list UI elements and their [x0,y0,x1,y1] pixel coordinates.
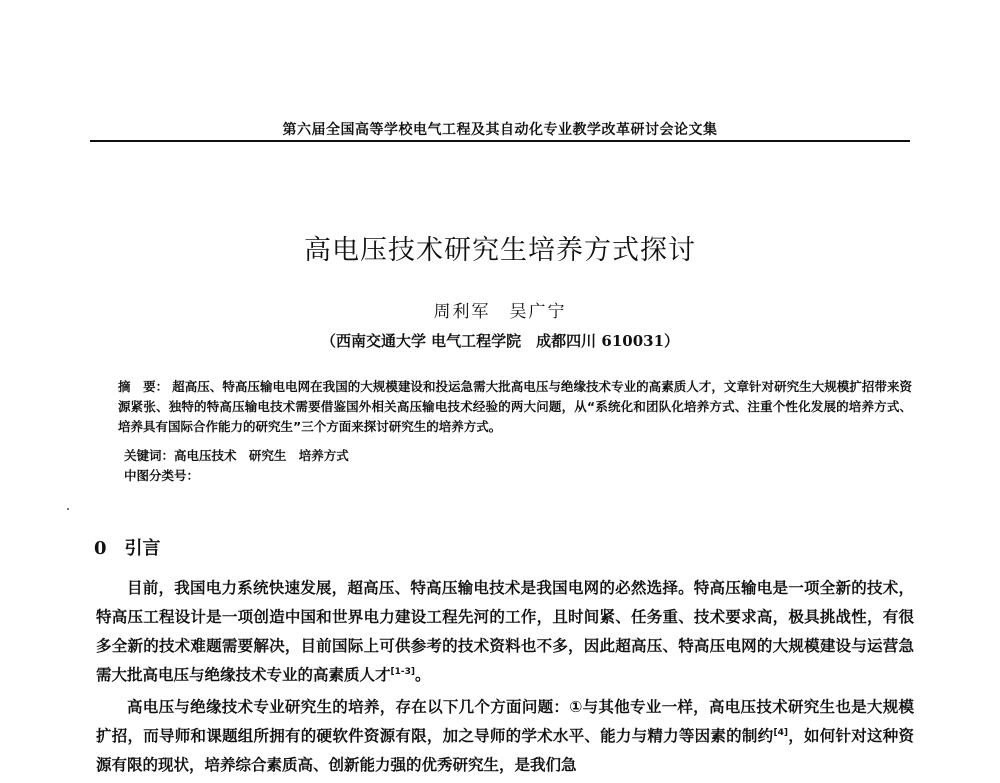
paper-authors: 周利军 吴广宁 [433,302,567,322]
paragraph-1-end: 。 [415,666,431,684]
paragraph-1 [96,574,914,690]
abstract-label: 摘 要： [118,379,169,394]
paragraph-2 [96,693,914,780]
body-text [96,574,914,783]
keywords-label: 关键词： [124,448,175,463]
abstract-text: 超高压、特高压输电电网在我国的大规模建设和投运急需大批高电压与绝缘技术专业的高素质人才，文章针对研究生大规模扩招带来资源紧张、独特的特高压输电技术需要借鉴国外相关高压输电技术经验的两大问题，从“系统化和团队化培养方式、注重个性化发展的培养方式、培养具有国际合作能力的研究生”三个方面来探讨研究生的培养方式。 [118,379,912,434]
paragraph-2-text-a: 高电压与绝缘技术专业研究生的培养，存在以下几个方面问题：①与其他专业一样，高电压技术研究生也是大规模扩招，而导师和课题组所拥有的硬软件资源有限，加之导师的学术水平、能力与精力等因素的制约 [96,698,914,745]
paragraph-2-text-b: ，如何针对这种资源有限的现状，培养综合素质高、创新能力强的优秀研究生，是我们急 [96,727,914,774]
classification-line [124,466,199,484]
running-head: 第六届全国高等学校电气工程及其自动化专业教学改革研讨会论文集 [282,122,718,138]
keywords-value: 高电压技术 研究生 培养方式 [174,448,349,463]
paragraph-1-text: 目前，我国电力系统快速发展，超高压、特高压输电技术是我国电网的必然选择。特高压输电是一项全新的技术，特高压工程设计是一项创造中国和世界电力建设工程先河的工作，且时间紧、任务重、技术要求高，极具挑战性，有很多全新的技术难题需要解决，目前国际上可供参考的技术资料也不多，因此超高压、特高压电网的大规模建设与运营急需大批高电压与绝缘技术专业的高素质人才 [96,579,914,684]
section-heading [94,534,161,560]
section-number: 0 [94,538,107,559]
paper-title: 高电压技术研究生培养方式探讨 [304,235,696,266]
header-rule [90,140,910,142]
citation-1-3: [1-3] [390,666,416,677]
citation-4: [4] [773,727,788,738]
keywords-line [124,446,349,464]
paper-affiliation: （西南交通大学 电气工程学院 成都四川 610031） [320,332,680,350]
abstract [118,377,912,437]
classification-label: 中图分类号： [124,468,200,483]
section-title: 引言 [124,538,161,559]
scan-speck [67,508,69,510]
